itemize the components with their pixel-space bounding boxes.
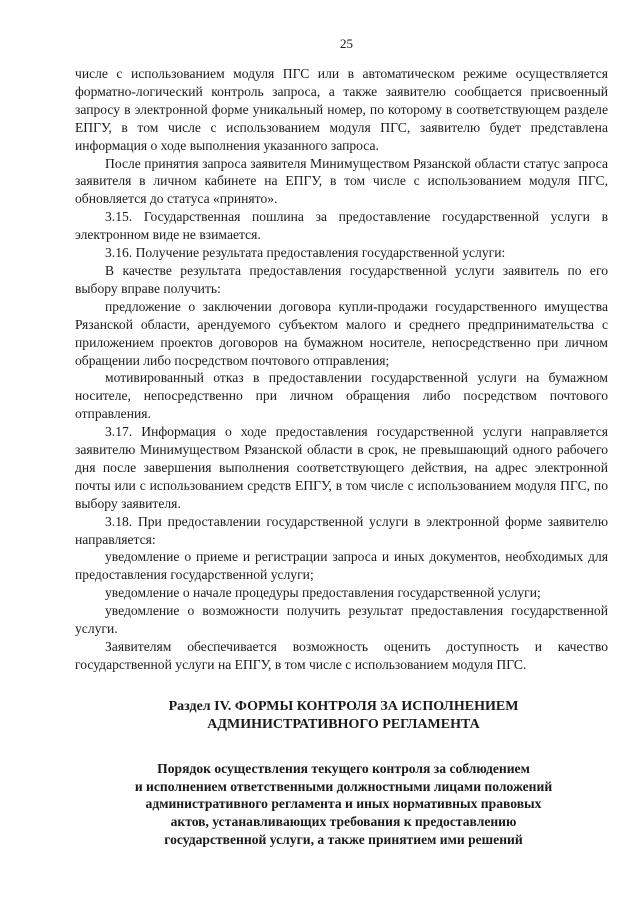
- paragraph: уведомление о приеме и регистрации запроса и иных документов, необходимых для предоставления государственной услуги;: [75, 549, 608, 583]
- subsection-heading: [75, 760, 608, 849]
- paragraph: Заявителям обеспечивается возможность оценить доступность и качество государственной услуги на ЕПГУ, в том числе с использованием модуля ПГС.: [75, 639, 608, 672]
- section-heading-line: АДМИНИСТРАТИВНОГО РЕГЛАМЕНТА: [207, 716, 480, 732]
- paragraph: уведомление о начале процедуры предоставления государственной услуги;: [105, 585, 541, 601]
- section-heading: [75, 698, 608, 734]
- subsection-heading-line: Порядок осуществления текущего контроля за соблюдением: [157, 760, 530, 776]
- paragraph: 3.17. Информация о ходе предоставления государственной услуги направляется заявителю Минимуществом Рязанской области в срок, не превышающий одного рабочего дня после завершения выполнения соответствующего действия, на адрес электронной почты или с использованием средств ЕПГУ, в том числе с использованием модуля ПГС, по выбору заявителя.: [75, 424, 608, 511]
- paragraph: 3.16. Получение результата предоставления государственной услуги:: [105, 245, 506, 261]
- subsection-heading-line: административного регламента и иных нормативных правовых: [145, 796, 542, 812]
- page-number: 25: [340, 36, 353, 51]
- paragraph: 3.15. Государственная пошлина за предоставление государственной услуги в электронном виде не взимается.: [75, 209, 608, 243]
- paragraph: 3.18. При предоставлении государственной услуги в электронной форме заявителю направляется:: [75, 513, 608, 547]
- paragraph: предложение о заключении договора купли-продажи государственного имущества Рязанской области, арендуемого субъектом малого и среднего предпринимательства с приложением проектов договоров на бумажном носителе, непосредственно при личном обращении либо посредством почтового отправления;: [75, 298, 608, 368]
- body-text: [75, 65, 608, 674]
- section-heading-line: Раздел IV. ФОРМЫ КОНТРОЛЯ ЗА ИСПОЛНЕНИЕМ: [168, 698, 519, 714]
- paragraph: После принятия запроса заявителя Минимуществом Рязанской области статус запроса заявителя в личном кабинете на ЕПГУ, в том числе с использованием модуля ПГС, обновляется до статуса «принято».: [75, 155, 608, 207]
- paragraph: уведомление о возможности получить результат предоставления государственной услуги.: [75, 603, 608, 637]
- paragraph: В качестве результата предоставления государственной услуги заявитель по его выбору вправе получить:: [75, 262, 608, 296]
- subsection-heading-line: государственной услуги, а также принятием ими решений: [164, 832, 523, 847]
- paragraph: мотивированный отказ в предоставлении государственной услуги на бумажном носителе, непосредственно при личном обращения либо посредством почтового отправления.: [75, 370, 608, 422]
- subsection-heading-line: актов, устанавливающих требования к предоставлению: [170, 814, 517, 830]
- paragraph: числе с использованием модуля ПГС или в автоматическом режиме осуществляется форматно-логический контроль запроса, а также заявителю сообщается присвоенный запросу в электронной форме уникальный номер, по которому в соответствующем разделе ЕПГУ, в том числе с использованием модуля ПГС, заявителю будет представлена информация о ходе выполнения указанного запроса.: [75, 66, 608, 153]
- subsection-heading-line: и исполнением ответственными должностными лицами положений: [134, 778, 553, 794]
